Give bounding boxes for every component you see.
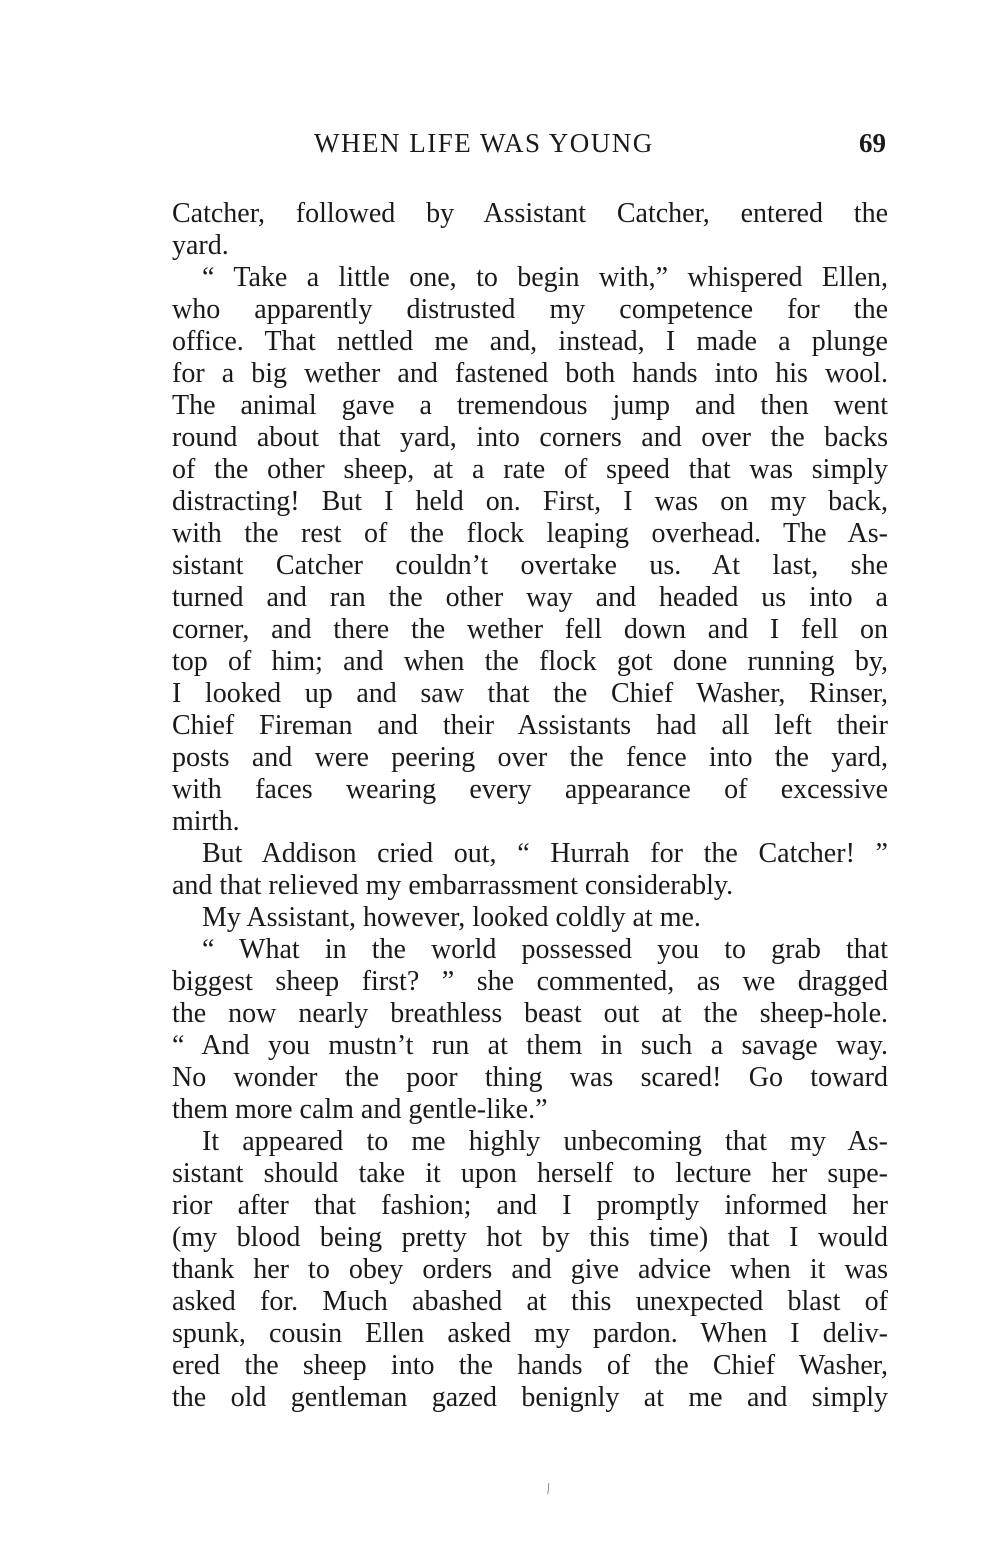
text-line: (my blood being pretty hot by this time) that I would [172,1222,888,1253]
text-line: Catcher, followed by Assistant Catcher, entered the [172,198,888,229]
text-line: asked for. Much abashed at this unexpected blast of [172,1286,888,1317]
text-line: who apparently distrusted my competence for the [172,294,888,325]
page-number: 69 [859,128,886,158]
text-line: I looked up and saw that the Chief Washer, Rinser, [172,678,888,709]
text-line: My Assistant, however, looked coldly at me. [202,902,701,933]
text-line: sistant should take it upon herself to lecture her supe- [172,1158,888,1189]
text-line: top of him; and when the flock got done running by, [172,646,888,677]
text-line: corner, and there the wether fell down and I fell on [172,614,888,645]
ink-mark: ∕ [544,1482,554,1497]
text-line: with the rest of the flock leaping overhead. The As- [172,518,888,549]
text-line: spunk, cousin Ellen asked my pardon. When I deliv- [172,1318,888,1349]
text-line: The animal gave a tremendous jump and then went [172,390,888,421]
text-line: turned and ran the other way and headed us into a [172,582,888,613]
text-line: biggest sheep first? ” she commented, as we dragged [172,966,888,997]
text-line: “ What in the world possessed you to grab that [202,934,888,965]
text-line: distracting! But I held on. First, I was on my back, [172,486,888,517]
text-line: mirth. [172,806,240,837]
text-line: of the other sheep, at a rate of speed that was simply [172,454,888,485]
text-line: yard. [172,230,229,261]
running-head [172,128,888,164]
text-line: round about that yard, into corners and over the backs [172,422,888,453]
text-line: It appeared to me highly unbecoming that my As- [202,1126,888,1157]
text-line: with faces wearing every appearance of excessive [172,774,888,805]
text-line: “ And you mustn’t run at them in such a savage way. [172,1030,888,1061]
running-title: WHEN LIFE WAS YOUNG [314,128,654,158]
text-line: ered the sheep into the hands of the Chief Washer, [172,1350,888,1381]
text-line: But Addison cried out, “ Hurrah for the Catcher! ” [202,838,888,869]
body-text [172,198,888,1414]
text-line: posts and were peering over the fence into the yard, [172,742,888,773]
text-line: for a big wether and fastened both hands into his wool. [172,358,888,389]
text-line: thank her to obey orders and give advice when it was [172,1254,888,1285]
text-line: the now nearly breathless beast out at the sheep-hole. [172,998,888,1029]
text-line: office. That nettled me and, instead, I made a plunge [172,326,888,357]
text-line: No wonder the poor thing was scared! Go toward [172,1062,888,1093]
text-line: “ Take a little one, to begin with,” whispered Ellen, [202,262,888,293]
text-line: rior after that fashion; and I promptly informed her [172,1190,888,1221]
text-line: and that relieved my embarrassment considerably. [172,870,734,901]
text-line: them more calm and gentle-like.” [172,1094,548,1125]
text-line: Chief Fireman and their Assistants had all left their [172,710,888,741]
text-line: sistant Catcher couldn’t overtake us. At last, she [172,550,888,581]
text-line: the old gentleman gazed benignly at me and simply [172,1382,888,1413]
